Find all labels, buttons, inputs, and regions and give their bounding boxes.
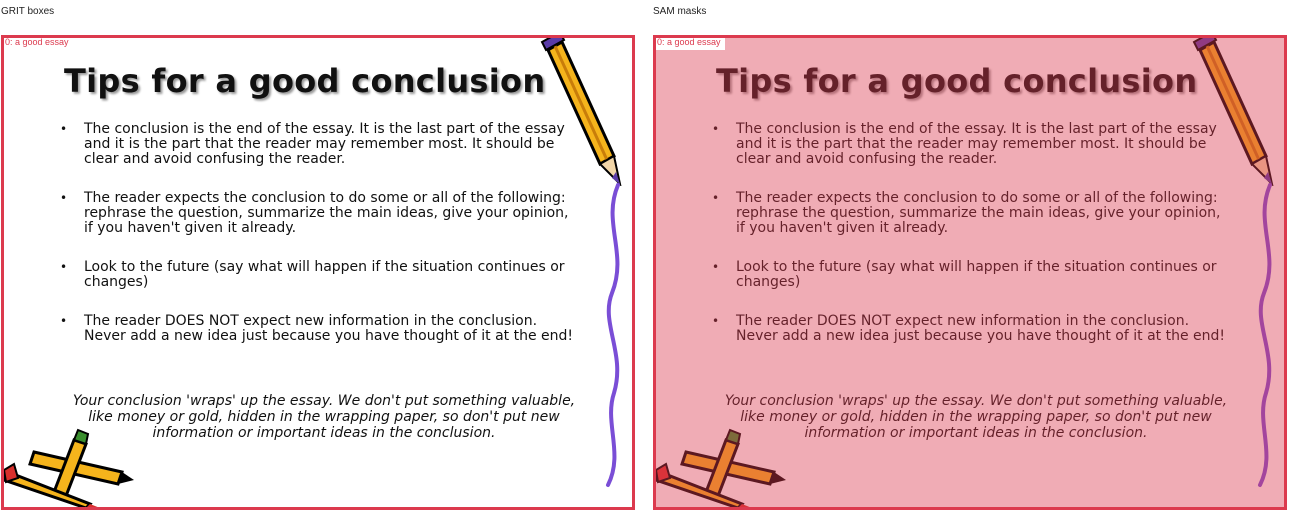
bullet-item: • The reader expects the conclusion to do some or all of the following: rephrase the question, summarize the main ideas, give your opinion, if you haven't given it already. xyxy=(708,191,1228,236)
box-label: 0: a good essay xyxy=(653,35,725,50)
bullet-item: • The conclusion is the end of the essay. It is the last part of the essay and it is the part that the reader may remember most. It should be clear and avoid confusing the reader. xyxy=(708,122,1228,167)
slide-title: Tips for a good conclusion xyxy=(716,62,1198,100)
closing-text: Your conclusion 'wraps' up the essay. We don't put something valuable, like money or gold, hidden in the wrapping paper, so don't put new information or important ideas in the conclusion. xyxy=(72,393,576,441)
bullet-item: • Look to the future (say what will happen if the situation continues or changes) xyxy=(708,260,1228,290)
sam-mask-panel xyxy=(653,35,1287,510)
box-label: 0: a good essay xyxy=(1,35,73,50)
bullet-item: • The reader DOES NOT expect new information in the conclusion. Never add a new idea just because you have thought of it at the end! xyxy=(708,314,1228,344)
squiggle-line xyxy=(1250,183,1280,488)
bullet-list xyxy=(56,118,576,344)
bullet-item: • The reader DOES NOT expect new information in the conclusion. Never add a new idea just because you have thought of it at the end! xyxy=(56,314,576,344)
crayons-icon xyxy=(656,412,796,507)
slide-image xyxy=(4,38,632,507)
bullet-item: • The reader expects the conclusion to do some or all of the following: rephrase the question, summarize the main ideas, give your opinion, if you haven't given it already. xyxy=(56,191,576,236)
bullet-item: • Look to the future (say what will happen if the situation continues or changes) xyxy=(56,260,576,290)
bullet-item: • The conclusion is the end of the essay. It is the last part of the essay and it is the part that the reader may remember most. It should be clear and avoid confusing the reader. xyxy=(56,122,576,167)
slide-title: Tips for a good conclusion xyxy=(64,62,546,100)
panel-title-grit: GRIT boxes xyxy=(1,6,55,17)
closing-text: Your conclusion 'wraps' up the essay. We don't put something valuable, like money or gold, hidden in the wrapping paper, so don't put new information or important ideas in the conclusion. xyxy=(724,393,1228,441)
slide-image xyxy=(656,38,1284,507)
bullet-list xyxy=(708,118,1228,344)
crayons-icon xyxy=(4,412,144,507)
panel-title-sam: SAM masks xyxy=(653,6,707,17)
pencil-icon xyxy=(538,38,628,186)
squiggle-line xyxy=(598,183,628,488)
pencil-icon xyxy=(1190,38,1280,186)
grit-box-panel xyxy=(1,35,635,510)
